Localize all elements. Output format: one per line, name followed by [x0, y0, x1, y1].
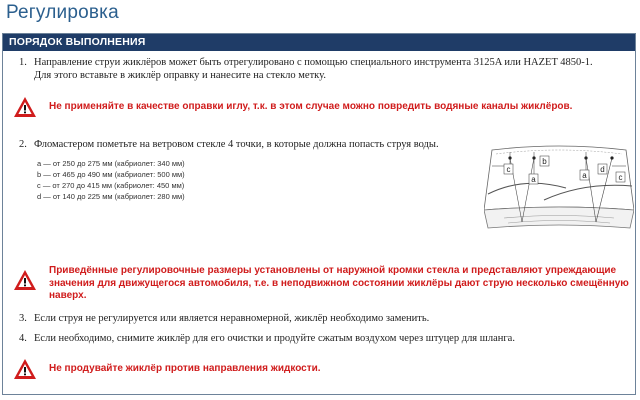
warning-triangle-icon [13, 358, 37, 380]
step-number: 1. [19, 57, 27, 68]
warning-1 [13, 96, 623, 120]
step-text-line: Если струя не регулируется или является неравномерной, жиклёр необходимо заменить. [34, 313, 430, 324]
warning-text-line: наверх. [49, 290, 87, 301]
step-text-line: Если необходимо, снимите жиклёр для его очистки и продуйте сжатым воздухом через штуцер для шланга. [34, 333, 515, 344]
page-title: Регулировка [6, 2, 119, 23]
diagram-label-a: a [582, 171, 587, 180]
warning-text-line: Не применяйте в качестве оправки иглу, т.к. в этом случае можно повредить водяные каналы жиклёров. [49, 101, 573, 112]
warning-triangle-icon [13, 96, 37, 118]
step-text-line: Направление струи жиклёров может быть отрегулировано с помощью специального инструмента 3125A или HAZET 4850-1. [34, 57, 593, 68]
target-point [610, 156, 613, 159]
step-number: 3. [19, 313, 27, 324]
warning-text-line: Не продувайте жиклёр против направления жидкости. [49, 363, 321, 374]
measurement-a: a — от 250 до 275 мм (кабриолет: 340 мм) [37, 159, 185, 168]
step-number: 2. [19, 139, 27, 150]
step-4 [19, 332, 629, 346]
wiper-left [488, 183, 566, 194]
windshield-diagram [484, 142, 634, 242]
diagram-label-a: a [531, 175, 536, 184]
warning-text-line: Приведённые регулировочные размеры установлены от наружной кромки стекла и представляют упреждающие [49, 265, 617, 276]
panel-header: ПОРЯДОК ВЫПОЛНЕНИЯ [3, 34, 635, 51]
measurement-d: d — от 140 до 225 мм (кабриолет: 280 мм) [37, 192, 185, 201]
measurement-b: b — от 465 до 490 мм (кабриолет: 500 мм) [37, 170, 185, 179]
warning-3 [13, 358, 623, 382]
windshield-inner-line [496, 150, 622, 154]
measurement-c: c — от 270 до 415 мм (кабриолет: 450 мм) [37, 181, 185, 190]
diagram-label-d: d [600, 165, 605, 174]
diagram-label-b: b [542, 157, 547, 166]
warning-triangle-icon [13, 269, 37, 291]
diagram-label-c: c [506, 165, 511, 174]
step-text-line: Фломастером пометьте на ветровом стекле 4 точки, в которые должна попасть струя воды. [34, 139, 439, 150]
windshield-outline [484, 146, 634, 210]
step-2 [19, 138, 489, 152]
step-3 [19, 312, 629, 326]
step-text-line: Для этого вставьте в жиклёр оправку и нанесите на стекло метку. [34, 70, 326, 81]
warning-2 [13, 265, 631, 305]
wiper-right [544, 185, 632, 200]
step-1 [19, 56, 629, 84]
diagram-label-c: c [618, 173, 623, 182]
warning-text-line: значения для движущегося автомобиля, т.е. в неподвижном состоянии жиклёры дают струю несколько смещённую [49, 277, 629, 289]
step-number: 4. [19, 333, 27, 344]
